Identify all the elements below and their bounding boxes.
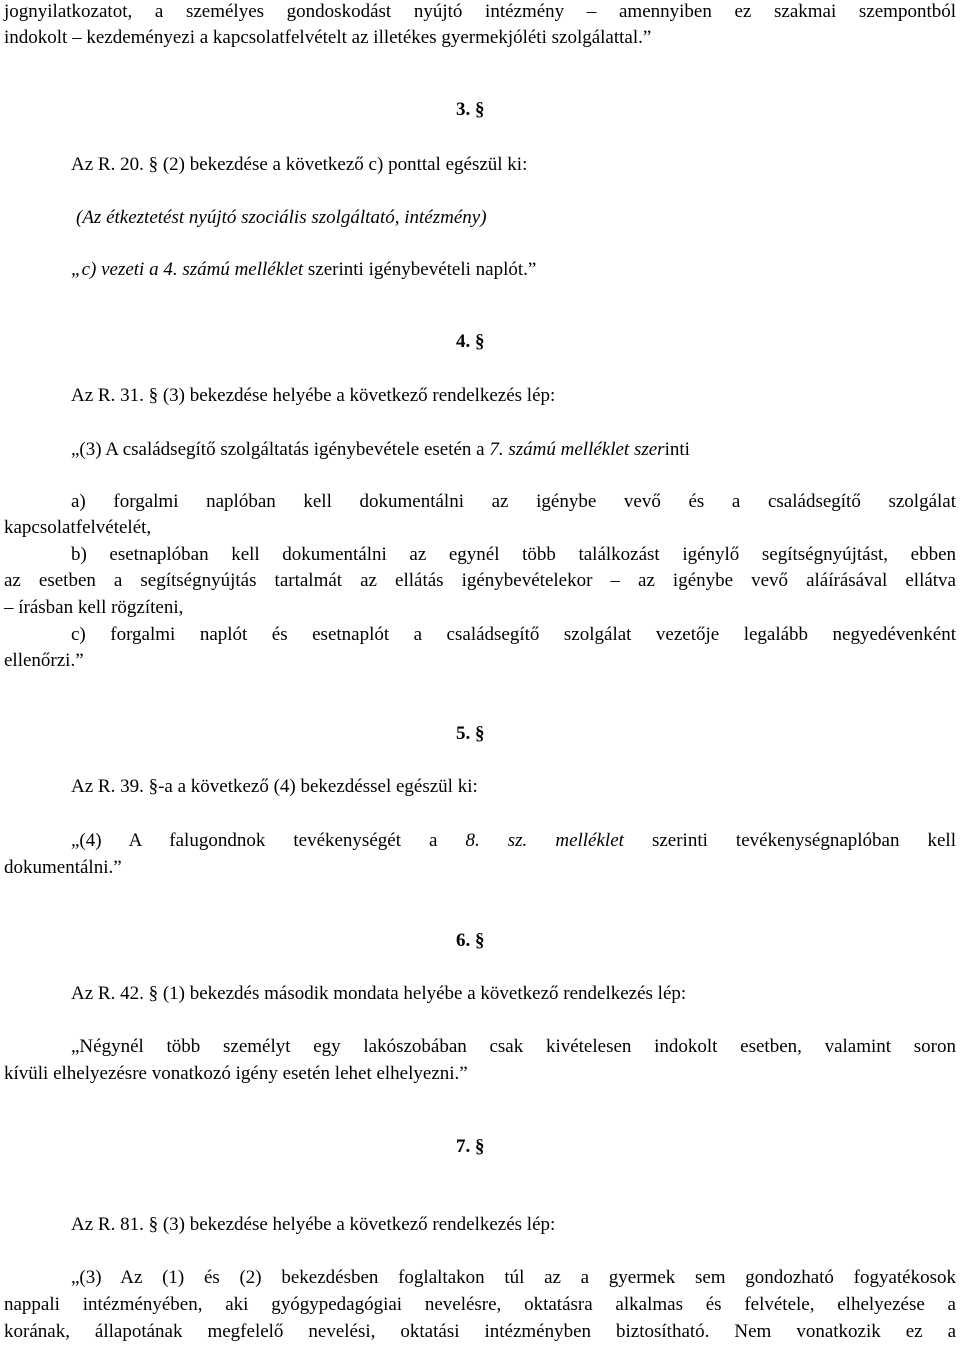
amendment-text — [71, 438, 956, 462]
section-heading: 3. § — [456, 99, 485, 120]
section-intro: Az R. 81. § (3) bekezdése helyébe a következő rendelkezés lép: — [71, 1214, 556, 1235]
section-heading: 6. § — [456, 930, 485, 951]
body-text-line: indokolt – kezdeményezi a kapcsolatfelvételt az illetékes gyermekjóléti szolgálattal.” — [4, 27, 652, 48]
context-line: (Az étkeztetést nyújtó szociális szolgáltató, intézmény) — [76, 207, 487, 228]
amendment-text-part: „(3) A családsegítő szolgáltatás igénybevétele esetén a — [71, 439, 490, 460]
list-item-b: b) esetnaplóban kell dokumentálni az egynél több találkozást igénylő segítségnyújtást, ebben — [71, 544, 956, 565]
section-intro: Az R. 39. §-a a következő (4) bekezdéssel egészül ki: — [71, 776, 478, 797]
amendment-text: „(3) Az (1) és (2) bekezdésben foglaltakon túl az a gyermek sem gondozható fogyatékosok — [71, 1267, 956, 1288]
section-intro: Az R. 20. § (2) bekezdése a következő c) ponttal egészül ki: — [71, 154, 528, 175]
amendment-text-italic: 7. számú melléklet szer — [489, 439, 665, 460]
section-heading: 5. § — [456, 723, 485, 744]
amendment-text-cont: dokumentálni.” — [4, 857, 122, 878]
list-item-b-cont: az esetben a segítségnyújtás tartalmát az ellátás igénybevételekor – az igénybe vevő aláírásával ellátva — [4, 570, 956, 591]
list-item-b-cont: – írásban kell rögzíteni, — [4, 597, 184, 618]
section-intro: Az R. 31. § (3) bekezdése helyébe a következő rendelkezés lép: — [71, 385, 556, 406]
amendment-text-part: „(4) A falugondnok tevékenységét a — [71, 830, 466, 851]
list-item-a: a) forgalmi naplóban kell dokumentálni az igénybe vevő és a családsegítő szolgálat — [71, 491, 956, 512]
amendment-text-italic: számú melléklet — [182, 259, 304, 280]
section-heading: 7. § — [456, 1136, 485, 1157]
amendment-text-italic: 8. sz. melléklet — [465, 830, 624, 851]
list-item-c-cont: ellenőrzi.” — [4, 650, 84, 671]
amendment-text: „Négynél több személyt egy lakószobában csak kivételesen indokolt esetben, valamint soron — [71, 1036, 956, 1057]
section-heading: 4. § — [456, 331, 485, 352]
body-text-line: jognyilatkozatot, a személyes gondoskodást nyújtó intézmény – amennyiben ez szakmai szempontból — [4, 1, 956, 22]
amendment-text-cont: korának, állapotának megfelelő nevelési, oktatási intézményben biztosítható. Nem vonatkozik ez a — [4, 1321, 956, 1342]
amendment-text-part: szerinti tevékenységnaplóban kell — [623, 830, 956, 851]
amendment-text-part: „c) vezeti a 4. — [71, 259, 183, 280]
amendment-text — [71, 829, 956, 853]
list-item-a-cont: kapcsolatfelvételét, — [4, 517, 152, 538]
amendment-text-part: inti — [664, 439, 690, 460]
amendment-text-cont: nappali intézményében, aki gyógypedagógiai nevelésre, oktatásra alkalmas és felvétele, elhelyezése a — [4, 1294, 956, 1315]
amendment-text-cont: kívüli elhelyezésre vonatkozó igény esetén lehet elhelyezni.” — [4, 1063, 468, 1084]
amendment-text — [71, 258, 956, 282]
amendment-text-part: szerinti igénybevételi naplót.” — [303, 259, 537, 280]
section-intro: Az R. 42. § (1) bekezdés második mondata helyébe a következő rendelkezés lép: — [71, 983, 687, 1004]
list-item-c: c) forgalmi naplót és esetnaplót a családsegítő szolgálat vezetője legalább negyedévenként — [71, 624, 956, 645]
